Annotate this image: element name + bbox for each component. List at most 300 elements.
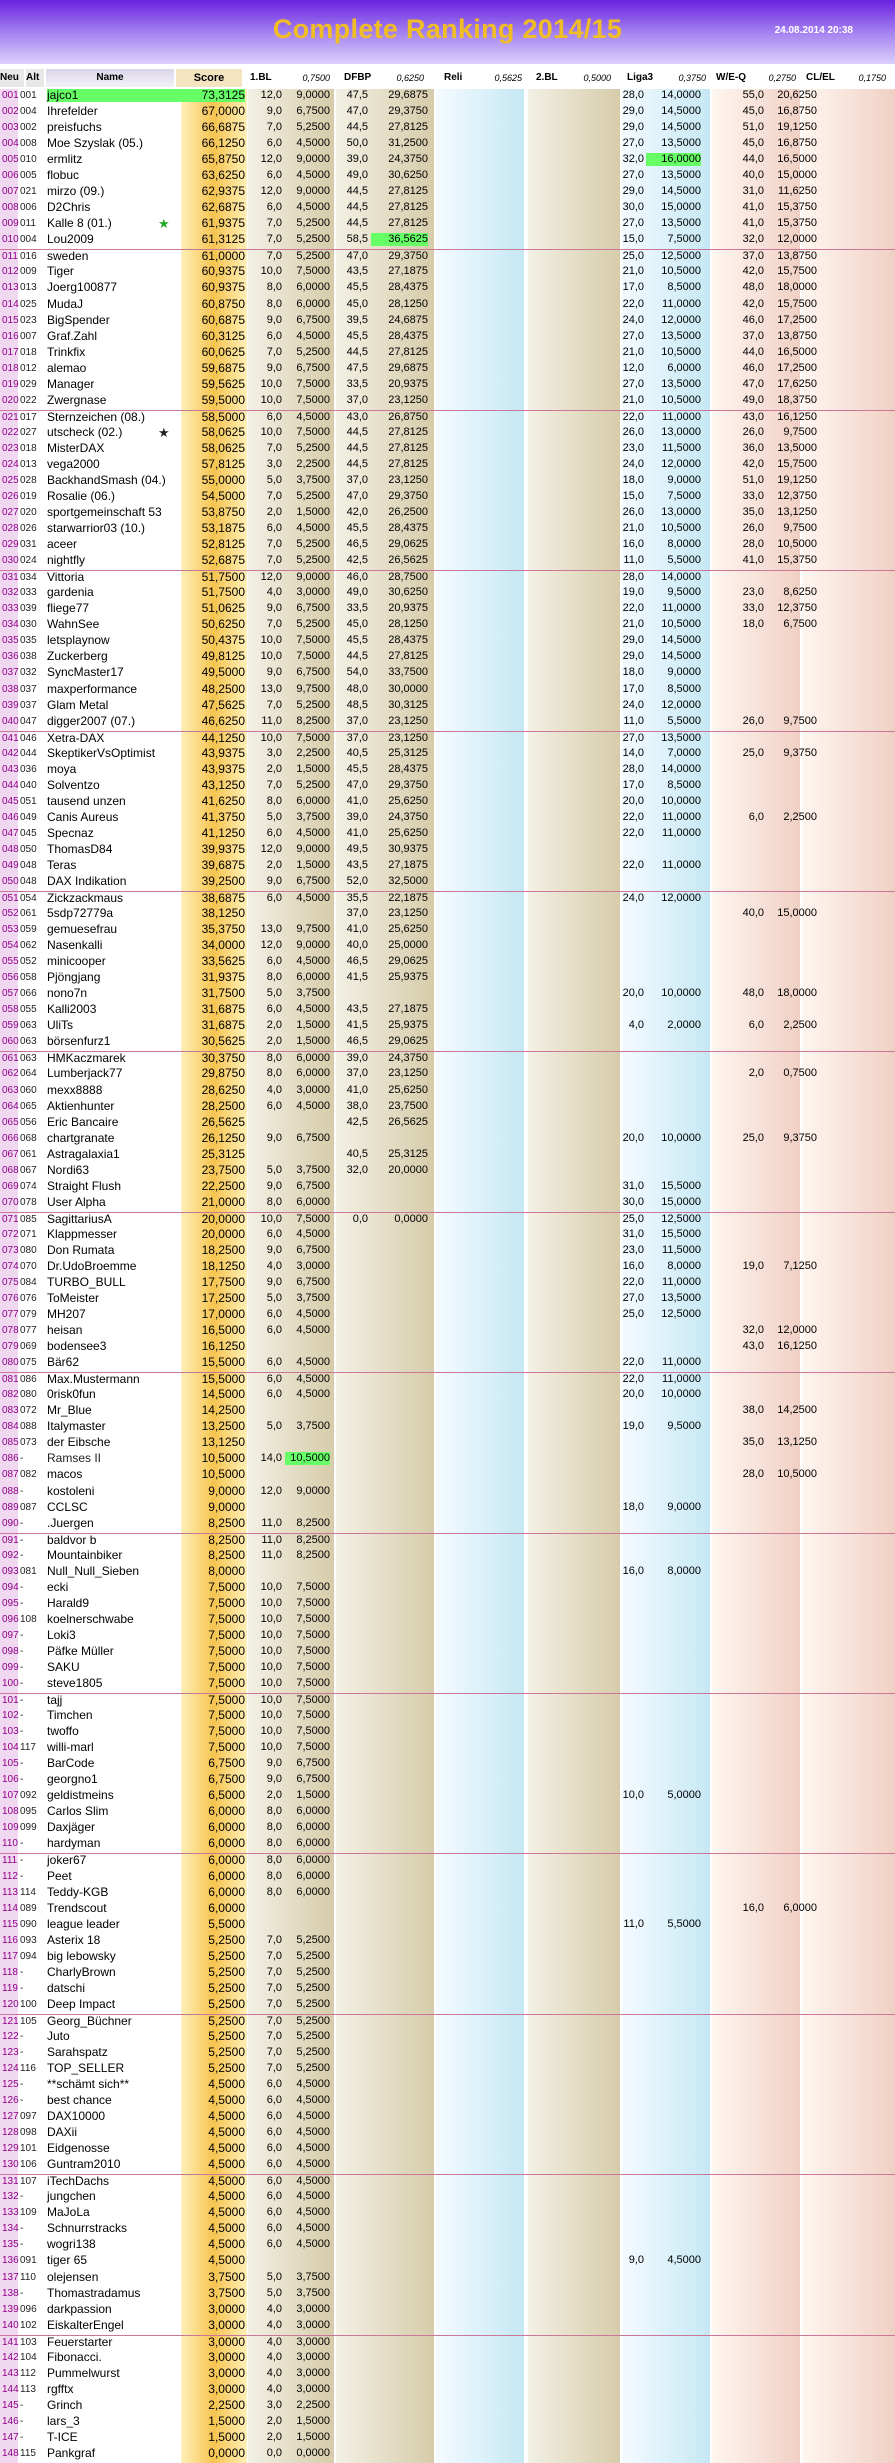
bl1-points: 1,5000 bbox=[296, 762, 330, 775]
liga3-points: 12,3750 bbox=[777, 490, 817, 502]
bl1-points: 8,2500 bbox=[296, 1548, 330, 1561]
player-name: MaJoLa bbox=[47, 2205, 90, 2220]
bl1-points: 1,5000 bbox=[296, 506, 330, 519]
rank-old: 088 bbox=[20, 1421, 37, 1433]
score: 61,0000 bbox=[201, 249, 245, 264]
rank-old: 109 bbox=[20, 2207, 37, 2219]
rank-new: 012 bbox=[2, 266, 19, 278]
rank-old: - bbox=[20, 2191, 24, 2203]
dfbp-tips: 45,0 bbox=[346, 297, 368, 310]
dfbp-tips: 44,5 bbox=[346, 217, 368, 230]
weight-reli: 0,5625 bbox=[494, 73, 522, 83]
player-name: MH207 bbox=[47, 1307, 86, 1322]
bl1-points: 4,5000 bbox=[296, 2158, 330, 2171]
rank-new: 089 bbox=[2, 1501, 19, 1513]
player-name: Päfke Müller bbox=[47, 1643, 114, 1658]
table-row bbox=[0, 1485, 895, 1498]
bl2-tips: 31,0 bbox=[622, 1227, 644, 1240]
player-name: kostoleni bbox=[47, 1483, 95, 1498]
rank-new: 132 bbox=[2, 2191, 19, 2203]
bl1-tips: 12,0 bbox=[260, 571, 282, 584]
rank-new: 013 bbox=[2, 282, 19, 294]
rank-new: 131 bbox=[2, 2176, 19, 2188]
liga3-tips: 37,0 bbox=[742, 250, 764, 263]
rank-old: 064 bbox=[20, 1068, 37, 1080]
bl1-points: 2,2500 bbox=[296, 746, 330, 759]
col-header-1bl: 1.BL bbox=[250, 72, 272, 83]
bl2-points: 5,0000 bbox=[667, 1789, 701, 1802]
rank-old: - bbox=[20, 1710, 24, 1722]
dfbp-tips: 50,0 bbox=[346, 137, 368, 150]
liga3-tips: 46,0 bbox=[742, 313, 764, 326]
bl1-tips: 5,0 bbox=[266, 2270, 282, 2283]
dfbp-tips: 47,5 bbox=[346, 89, 368, 101]
player-name: datschi bbox=[47, 1980, 86, 1995]
bl2-tips: 11,0 bbox=[623, 554, 644, 567]
rank-new: 040 bbox=[2, 715, 19, 727]
dfbp-points: 28,4375 bbox=[388, 522, 428, 535]
bl1-points: 6,7500 bbox=[296, 1131, 330, 1144]
bl2-points: 10,5000 bbox=[661, 618, 701, 631]
rank-new: 047 bbox=[2, 827, 19, 839]
dfbp-points: 36,5625 bbox=[371, 233, 428, 246]
bl2-points: 11,0000 bbox=[662, 858, 701, 871]
bl2-tips: 26,0 bbox=[622, 425, 644, 438]
bl2-points: 7,5000 bbox=[667, 233, 701, 246]
rank-new: 114 bbox=[2, 1902, 18, 1914]
dfbp-tips: 43,5 bbox=[346, 265, 368, 278]
dfbp-points: 27,8125 bbox=[388, 217, 428, 230]
player-name: SagittariusA bbox=[47, 1211, 112, 1226]
bl1-points: 9,0000 bbox=[296, 89, 330, 101]
score: 51,7500 bbox=[201, 585, 245, 600]
table-row bbox=[0, 281, 895, 294]
rank-new: 034 bbox=[2, 619, 19, 631]
table-row bbox=[0, 666, 895, 679]
table-row bbox=[0, 490, 895, 503]
bl1-tips: 6,0 bbox=[266, 1099, 282, 1112]
dfbp-tips: 37,0 bbox=[346, 393, 368, 406]
bl1-tips: 7,0 bbox=[266, 1981, 282, 1994]
dfbp-tips: 0,0 bbox=[352, 1212, 368, 1225]
dfbp-tips: 44,5 bbox=[346, 457, 368, 470]
table-row bbox=[0, 1148, 895, 1161]
bl1-points: 2,2500 bbox=[296, 457, 330, 470]
dfbp-tips: 45,5 bbox=[346, 634, 368, 647]
table-row bbox=[0, 1372, 895, 1385]
player-name: nono7n bbox=[47, 986, 88, 1001]
bl1-tips: 10,0 bbox=[260, 1709, 282, 1722]
liga3-points: 15,7500 bbox=[777, 297, 817, 310]
bl2-tips: 25,0 bbox=[622, 1212, 644, 1225]
rank-new: 127 bbox=[2, 2111, 19, 2123]
rank-old: 059 bbox=[20, 924, 37, 936]
table-row bbox=[0, 1452, 895, 1465]
bl1-points: 1,5000 bbox=[296, 2414, 330, 2427]
bl1-tips: 13,0 bbox=[260, 923, 282, 936]
bl1-points: 4,5000 bbox=[296, 1308, 330, 1321]
rank-new: 005 bbox=[2, 154, 19, 166]
score: 53,8750 bbox=[201, 505, 245, 520]
player-name: börsenfurz1 bbox=[47, 1034, 111, 1049]
bl1-tips: 7,0 bbox=[266, 233, 282, 246]
score: 62,6875 bbox=[201, 200, 245, 215]
score: 59,5625 bbox=[201, 376, 245, 391]
rank-old: 010 bbox=[20, 154, 37, 166]
bl1-tips: 6,0 bbox=[266, 201, 282, 214]
bl2-points: 2,0000 bbox=[667, 1019, 701, 1032]
rank-old: 105 bbox=[20, 2015, 37, 2027]
rank-new: 071 bbox=[2, 1213, 19, 1225]
player-name: Specnaz bbox=[47, 825, 94, 840]
rank-old: - bbox=[20, 1453, 24, 1465]
dfbp-tips: 37,0 bbox=[346, 473, 368, 486]
table-row bbox=[0, 2126, 895, 2139]
liga3-tips: 6,0 bbox=[748, 810, 764, 823]
dfbp-points: 23,7500 bbox=[388, 1099, 428, 1112]
score: 5,2500 bbox=[208, 2044, 245, 2059]
bl1-tips: 7,0 bbox=[266, 2045, 282, 2058]
score: 1,5000 bbox=[208, 2429, 245, 2444]
player-name: Pummelwurst bbox=[47, 2365, 120, 2380]
table-row bbox=[0, 1276, 895, 1289]
bl1-tips: 2,0 bbox=[266, 1789, 282, 1802]
bl1-tips: 10,0 bbox=[260, 1580, 282, 1593]
rank-old: - bbox=[20, 1517, 24, 1529]
table-row bbox=[0, 987, 895, 1000]
bl1-tips: 7,0 bbox=[266, 345, 282, 358]
rank-new: 143 bbox=[2, 2367, 19, 2379]
rank-old: 116 bbox=[20, 2062, 36, 2074]
table-row bbox=[0, 1404, 895, 1417]
liga3-tips: 43,0 bbox=[742, 410, 764, 423]
score: 5,2500 bbox=[208, 1996, 245, 2011]
rank-old: 054 bbox=[20, 893, 37, 905]
player-name: CCLSC bbox=[47, 1499, 88, 1514]
bl2-tips: 18,0 bbox=[622, 666, 644, 679]
player-name: olejensen bbox=[47, 2269, 99, 2284]
table-row bbox=[0, 715, 895, 728]
bl1-points: 4,5000 bbox=[296, 410, 330, 423]
bl2-points: 12,0000 bbox=[661, 892, 701, 905]
rank-old: 097 bbox=[20, 2111, 37, 2123]
player-name: bodensee3 bbox=[47, 1339, 107, 1354]
bl1-tips: 6,0 bbox=[266, 2142, 282, 2155]
score: 5,2500 bbox=[208, 2060, 245, 2075]
col-header-weq-weight bbox=[756, 69, 796, 87]
bl1-points: 3,0000 bbox=[296, 2382, 330, 2395]
score: 23,7500 bbox=[201, 1162, 245, 1177]
liga3-points: 15,3750 bbox=[777, 554, 817, 567]
player-name: Joerg100877 bbox=[47, 280, 118, 295]
score: 4,5000 bbox=[208, 2109, 245, 2124]
rank-old: 009 bbox=[20, 266, 37, 278]
table-row bbox=[0, 1180, 895, 1193]
bl1-points: 4,5000 bbox=[296, 2126, 330, 2139]
bl1-tips: 8,0 bbox=[266, 1885, 282, 1898]
score: 3,7500 bbox=[208, 2269, 245, 2284]
player-name: tajj bbox=[47, 1693, 63, 1708]
rank-new: 007 bbox=[2, 186, 19, 198]
player-name: geldistmeins bbox=[47, 1788, 114, 1803]
dfbp-points: 24,3750 bbox=[388, 810, 428, 823]
liga3-tips: 28,0 bbox=[742, 538, 764, 551]
bl2-tips: 22,0 bbox=[622, 297, 644, 310]
score: 7,5000 bbox=[208, 1740, 245, 1755]
table-row bbox=[0, 827, 895, 840]
rank-new: 113 bbox=[2, 1886, 18, 1898]
bl2-points: 13,5000 bbox=[661, 1292, 701, 1305]
bl2-points: 12,5000 bbox=[661, 1212, 701, 1225]
bl1-points: 6,7500 bbox=[296, 105, 330, 118]
score: 22,2500 bbox=[201, 1178, 245, 1193]
bl1-tips: 6,0 bbox=[266, 1003, 282, 1016]
rank-old: 113 bbox=[20, 2383, 36, 2395]
player-name: Pankgraf bbox=[47, 2445, 96, 2460]
dfbp-points: 30,6250 bbox=[388, 586, 428, 599]
bl1-points: 3,7500 bbox=[296, 2270, 330, 2283]
liga3-points: 15,3750 bbox=[777, 217, 817, 230]
bl1-tips: 7,0 bbox=[266, 441, 282, 454]
score: 51,7500 bbox=[201, 570, 245, 585]
dfbp-tips: 42,5 bbox=[346, 1115, 368, 1128]
rank-old: - bbox=[20, 1597, 24, 1609]
bl1-points: 8,2500 bbox=[296, 1516, 330, 1529]
bl2-tips: 20,0 bbox=[622, 1131, 644, 1144]
score: 5,2500 bbox=[208, 2013, 245, 2028]
score: 59,5000 bbox=[201, 392, 245, 407]
rank-new: 083 bbox=[2, 1405, 19, 1417]
player-name: Juto bbox=[47, 2028, 70, 2043]
bl1-points: 5,2500 bbox=[296, 1933, 330, 1946]
table-row bbox=[0, 2190, 895, 2203]
score: 20,0000 bbox=[201, 1211, 245, 1226]
rank-new: 120 bbox=[2, 1998, 19, 2010]
player-name: Eidgenosse bbox=[47, 2141, 110, 2156]
rank-new: 124 bbox=[2, 2062, 19, 2074]
dfbp-points: 29,3750 bbox=[388, 778, 428, 791]
player-name: EiskalterEngel bbox=[47, 2317, 124, 2332]
rank-old: 098 bbox=[20, 2127, 37, 2139]
player-name: macos bbox=[47, 1467, 83, 1482]
dfbp-points: 29,3750 bbox=[388, 490, 428, 502]
score: 44,1250 bbox=[201, 730, 245, 745]
bl1-points: 5,2500 bbox=[296, 2061, 330, 2074]
rank-old: 110 bbox=[20, 2271, 36, 2283]
rank-new: 022 bbox=[2, 426, 19, 438]
score: 7,5000 bbox=[208, 1611, 245, 1626]
dfbp-points: 25,6250 bbox=[388, 1083, 428, 1096]
bl1-tips: 9,0 bbox=[266, 313, 282, 326]
table-row bbox=[0, 2271, 895, 2284]
player-name: BackhandSmash (04.) bbox=[47, 472, 166, 487]
bl1-tips: 8,0 bbox=[266, 794, 282, 807]
rank-new: 054 bbox=[2, 940, 19, 952]
rank-old: 078 bbox=[20, 1196, 37, 1208]
col-header-liga3-weight bbox=[666, 69, 706, 87]
rank-old: 106 bbox=[20, 2159, 37, 2171]
liga3-points: 16,1250 bbox=[777, 1340, 817, 1353]
rank-old: 032 bbox=[20, 667, 37, 679]
rank-old: 115 bbox=[20, 2447, 36, 2459]
bl1-points: 7,5000 bbox=[296, 1677, 330, 1689]
rank-old: 049 bbox=[20, 811, 37, 823]
player-name: Dr.UdoBroemme bbox=[47, 1258, 137, 1273]
bl1-points: 4,5000 bbox=[296, 2238, 330, 2251]
table-row bbox=[0, 570, 895, 583]
table-row bbox=[0, 1228, 895, 1241]
score: 28,6250 bbox=[201, 1082, 245, 1097]
player-name: aceer bbox=[47, 537, 78, 552]
bl1-tips: 6,0 bbox=[266, 2238, 282, 2251]
score: 61,3125 bbox=[201, 232, 245, 247]
dfbp-points: 28,1250 bbox=[388, 297, 428, 310]
table-row bbox=[0, 955, 895, 968]
bl1-tips: 3,0 bbox=[266, 457, 282, 470]
player-name: T-ICE bbox=[47, 2429, 78, 2444]
rank-new: 136 bbox=[2, 2255, 19, 2267]
bl1-tips: 7,0 bbox=[266, 1933, 282, 1946]
score: 7,5000 bbox=[208, 1627, 245, 1642]
rank-new: 098 bbox=[2, 1645, 19, 1657]
dfbp-tips: 40,5 bbox=[346, 746, 368, 759]
score: 52,6875 bbox=[201, 553, 245, 568]
bl2-points: 12,5000 bbox=[661, 250, 701, 263]
player-name: ToMeister bbox=[47, 1291, 100, 1306]
rank-new: 125 bbox=[2, 2079, 19, 2091]
dfbp-points: 27,8125 bbox=[388, 345, 428, 358]
dfbp-points: 23,1250 bbox=[388, 731, 428, 744]
score: 10,5000 bbox=[201, 1467, 245, 1482]
rank-old: 062 bbox=[20, 940, 37, 952]
bl1-tips: 5,0 bbox=[266, 810, 282, 823]
bl2-tips: 21,0 bbox=[622, 265, 644, 278]
score: 60,9375 bbox=[201, 264, 245, 279]
rank-new: 027 bbox=[2, 507, 19, 519]
rank-new: 004 bbox=[2, 138, 19, 150]
bl2-tips: 21,0 bbox=[622, 345, 644, 358]
liga3-points: 17,2500 bbox=[777, 313, 817, 326]
rank-new: 043 bbox=[2, 763, 19, 775]
table-row bbox=[0, 2094, 895, 2107]
col-header-dfbp-weight bbox=[384, 69, 424, 87]
bl2-points: 11,0000 bbox=[662, 1356, 701, 1369]
score: 7,5000 bbox=[208, 1659, 245, 1674]
bl1-points: 9,0000 bbox=[296, 939, 330, 952]
dfbp-tips: 47,0 bbox=[346, 105, 368, 118]
bl1-points: 5,2500 bbox=[296, 121, 330, 134]
score: 57,8125 bbox=[201, 456, 245, 471]
rank-old: 035 bbox=[20, 635, 37, 647]
score: 8,2500 bbox=[208, 1532, 245, 1547]
rank-old: 040 bbox=[20, 779, 37, 791]
dfbp-points: 29,3750 bbox=[388, 250, 428, 263]
dfbp-points: 27,8125 bbox=[388, 457, 428, 470]
liga3-tips: 35,0 bbox=[742, 1436, 764, 1449]
bl1-points: 5,2500 bbox=[296, 1981, 330, 1994]
rank-new: 109 bbox=[2, 1822, 19, 1834]
bl1-points: 6,7500 bbox=[296, 361, 330, 374]
rank-old: 077 bbox=[20, 1325, 37, 1337]
score: 63,6250 bbox=[201, 168, 245, 183]
table-row bbox=[0, 1324, 895, 1337]
score: 60,0625 bbox=[201, 344, 245, 359]
bl2-points: 11,0000 bbox=[662, 410, 701, 423]
rank-new: 025 bbox=[2, 474, 19, 486]
bl2-points: 13,0000 bbox=[661, 506, 701, 519]
bl1-points: 4,5000 bbox=[296, 2142, 330, 2155]
dfbp-tips: 49,0 bbox=[346, 169, 368, 182]
table-row bbox=[0, 2110, 895, 2123]
col-header-reli: Reli bbox=[444, 72, 463, 83]
bl1-tips: 6,0 bbox=[266, 329, 282, 342]
table-row bbox=[0, 1565, 895, 1578]
bl2-tips: 12,0 bbox=[622, 361, 644, 374]
bl1-points: 4,5000 bbox=[296, 955, 330, 968]
rank-old: - bbox=[20, 2223, 24, 2235]
rank-new: 100 bbox=[2, 1678, 19, 1689]
rank-old: - bbox=[20, 1581, 24, 1593]
bl2-tips: 27,0 bbox=[622, 329, 644, 342]
player-name: minicooper bbox=[47, 954, 106, 969]
rank-old: 019 bbox=[20, 491, 37, 502]
liga3-points: 13,5000 bbox=[777, 441, 817, 454]
dfbp-tips: 39,0 bbox=[346, 810, 368, 823]
score: 31,7500 bbox=[201, 986, 245, 1001]
dfbp-tips: 41,0 bbox=[346, 923, 368, 936]
rank-new: 140 bbox=[2, 2319, 19, 2331]
player-name: lars_3 bbox=[47, 2413, 80, 2428]
rank-old: 022 bbox=[20, 394, 37, 406]
score: 6,0000 bbox=[208, 1853, 245, 1868]
bl2-tips: 11,0 bbox=[623, 714, 644, 727]
bl1-points: 5,2500 bbox=[296, 618, 330, 631]
score: 31,6875 bbox=[201, 1018, 245, 1033]
rank-old: 018 bbox=[20, 346, 37, 358]
bl1-tips: 6,0 bbox=[266, 2126, 282, 2139]
bl1-points: 7,5000 bbox=[296, 634, 330, 647]
table-row bbox=[0, 522, 895, 535]
table-row bbox=[0, 1260, 895, 1273]
bl1-points: 1,5000 bbox=[296, 1019, 330, 1032]
bl1-points: 5,2500 bbox=[296, 554, 330, 567]
bl1-points: 10,5000 bbox=[285, 1452, 330, 1465]
rank-old: 086 bbox=[20, 1374, 37, 1386]
bl1-tips: 2,0 bbox=[266, 2414, 282, 2427]
rank-old: 016 bbox=[20, 251, 37, 263]
player-name: big lebowsky bbox=[47, 1948, 116, 1963]
rank-new: 087 bbox=[2, 1469, 19, 1481]
rank-old: 082 bbox=[20, 1469, 37, 1481]
bl1-points: 2,2500 bbox=[296, 2398, 330, 2411]
rank-new: 015 bbox=[2, 314, 19, 326]
dfbp-tips: 48,0 bbox=[346, 682, 368, 695]
weight-2bl: 0,5000 bbox=[583, 73, 611, 83]
score: 14,5000 bbox=[201, 1387, 245, 1402]
rank-old: 081 bbox=[20, 1565, 37, 1577]
table-row bbox=[0, 586, 895, 599]
score: 16,1250 bbox=[201, 1339, 245, 1354]
bl2-points: 13,5000 bbox=[661, 217, 701, 230]
dfbp-tips: 49,5 bbox=[346, 842, 368, 855]
dfbp-tips: 47,0 bbox=[346, 490, 368, 502]
player-name: .Juergen bbox=[47, 1515, 94, 1530]
player-name: utscheck (02.) bbox=[47, 424, 123, 439]
dfbp-points: 29,0625 bbox=[388, 1035, 428, 1048]
bl1-tips: 7,0 bbox=[266, 1997, 282, 2010]
bl2-tips: 19,0 bbox=[622, 1420, 644, 1433]
rank-new: 121 bbox=[2, 2015, 19, 2027]
